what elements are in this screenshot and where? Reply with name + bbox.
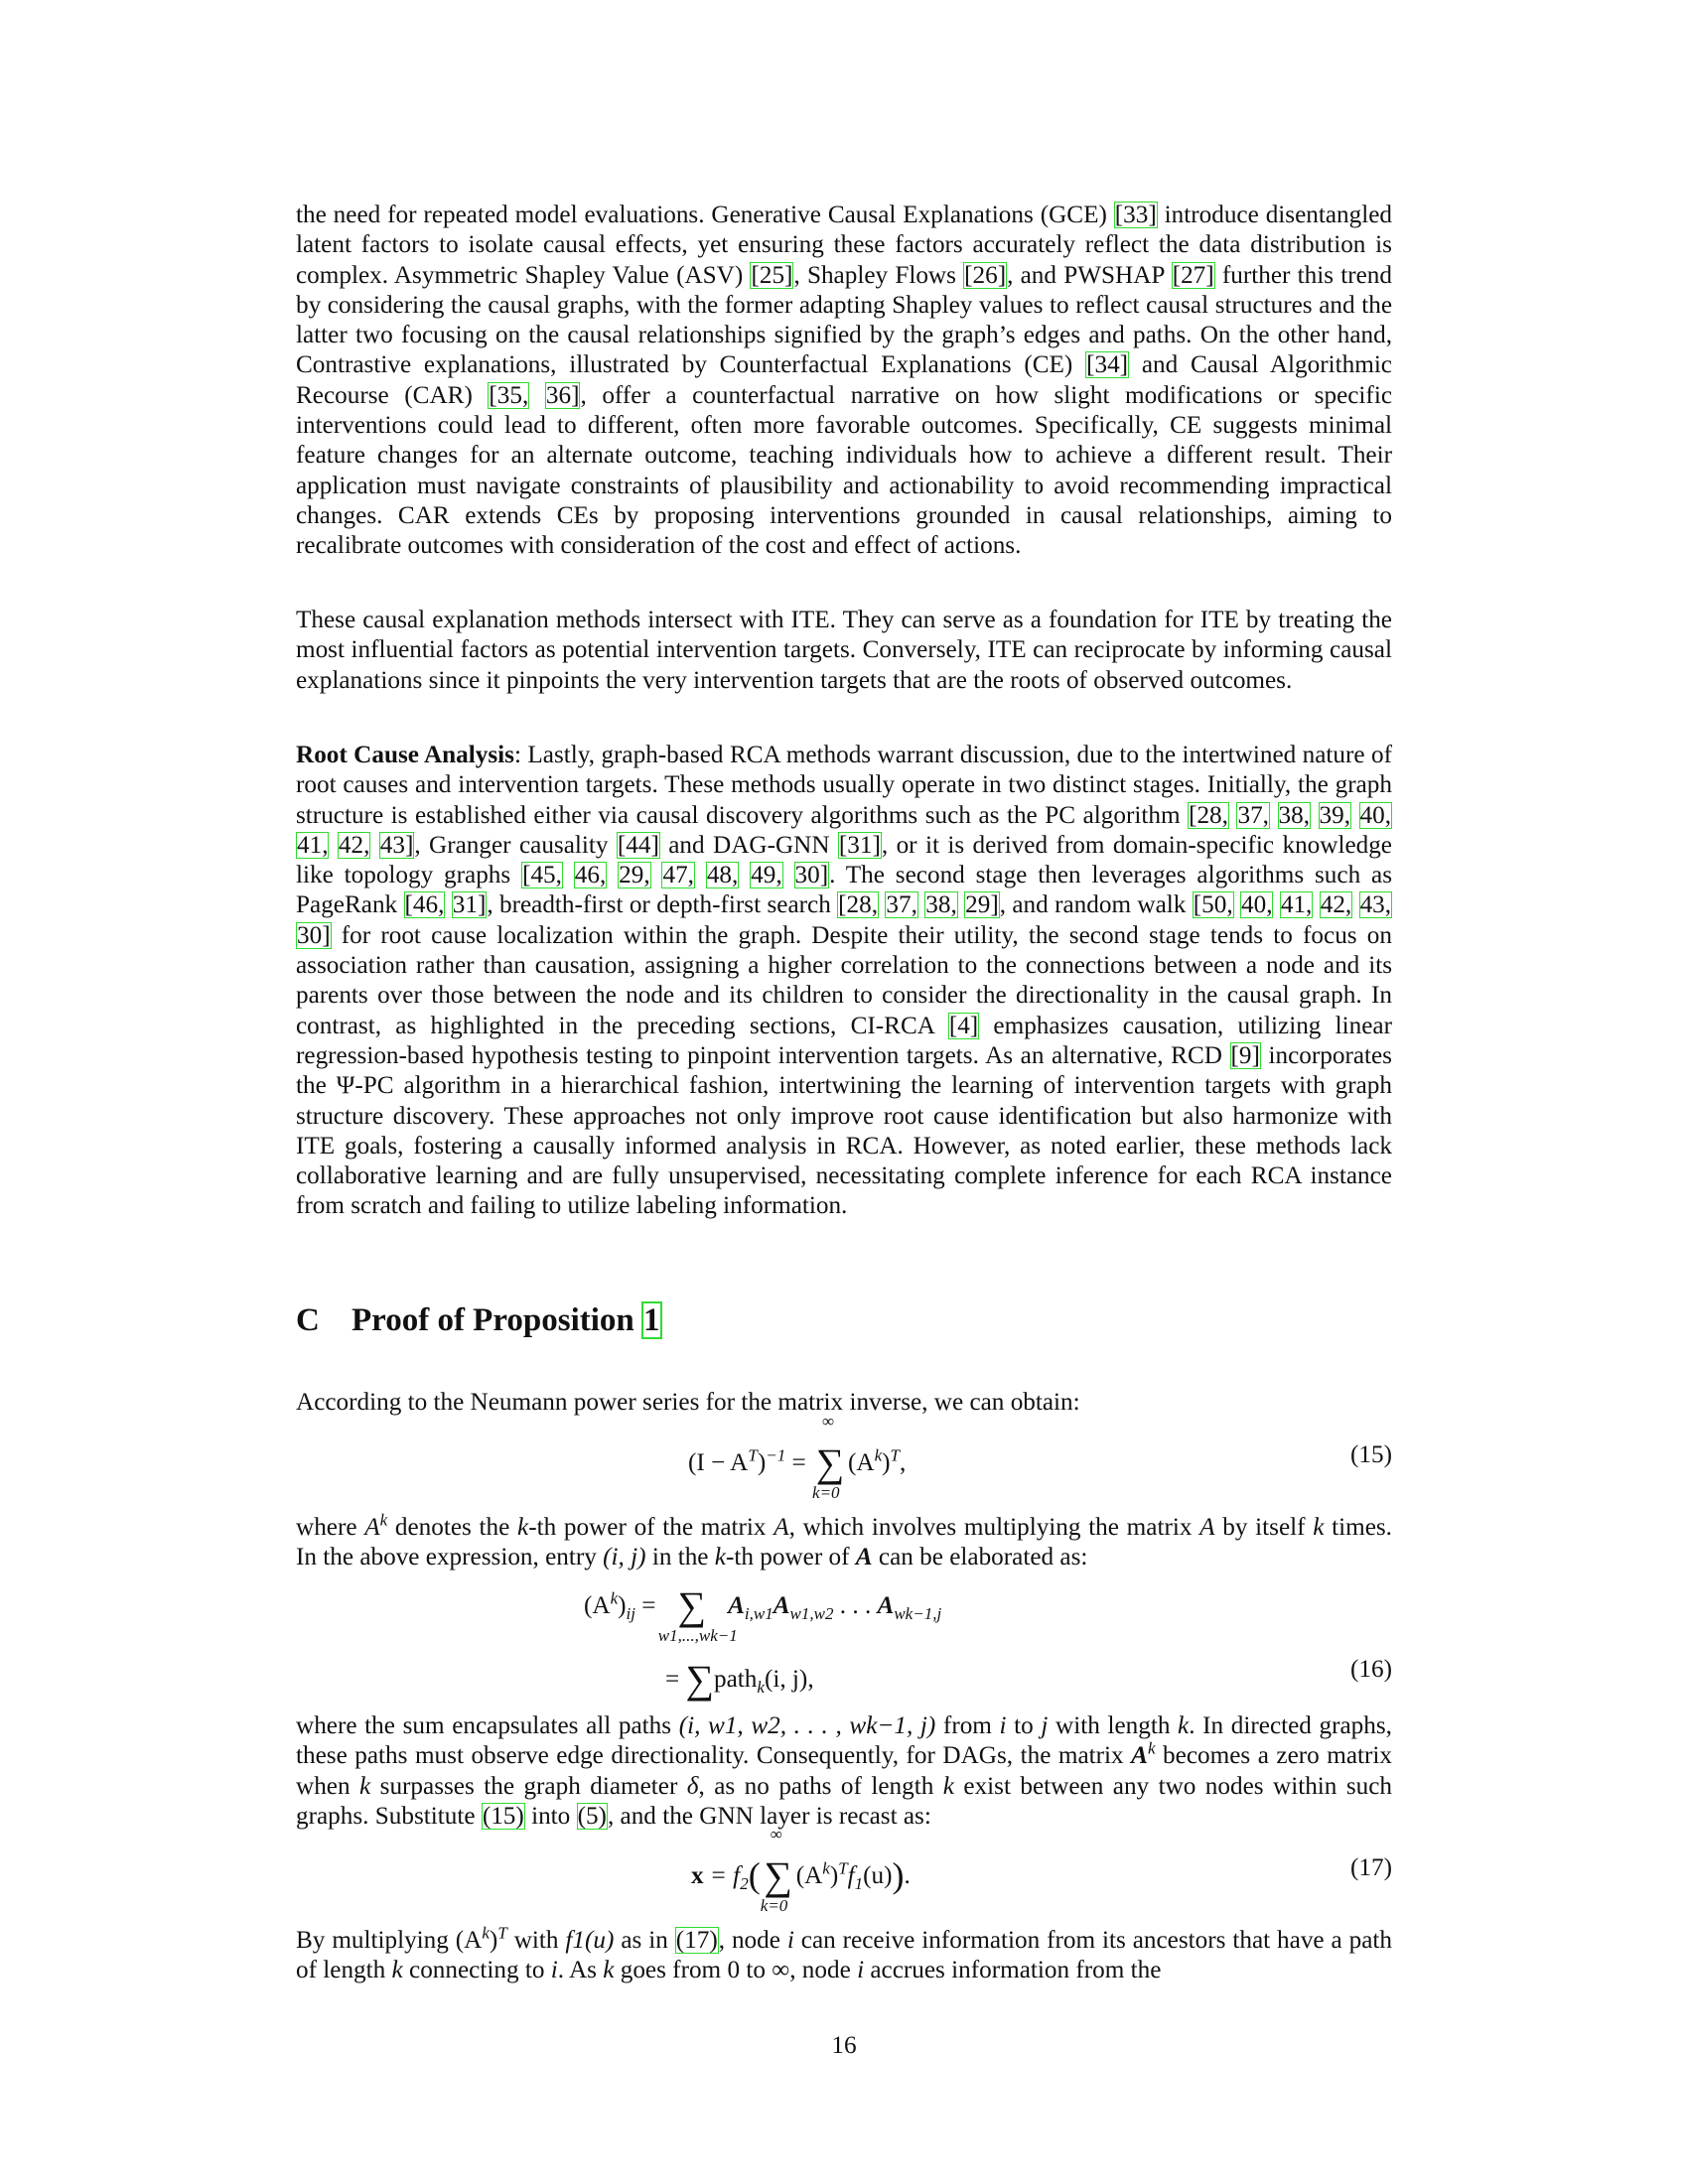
text-run: . As	[557, 1957, 604, 1984]
eq-text: (I − A	[688, 1449, 749, 1476]
text-run: exist between any two nodes within such graphs. Substitute	[296, 1772, 1393, 1830]
math-var: i	[550, 1957, 558, 1984]
summation	[760, 1825, 796, 1915]
citation-link[interactable]: 40,	[1241, 891, 1273, 919]
text-run: , or it is derived from domain-specific knowledge like topology graphs	[296, 831, 1392, 889]
math-var: i	[999, 1712, 1007, 1739]
equation-15-body	[688, 1412, 907, 1502]
equation-15	[296, 1412, 1392, 1504]
eq-text: (A	[584, 1592, 611, 1619]
eq-sup: T	[748, 1445, 758, 1465]
citation-link[interactable]: [35,	[489, 381, 529, 409]
eq-text: )	[757, 1449, 767, 1476]
math-var: k	[1178, 1712, 1190, 1739]
summation	[657, 1582, 738, 1645]
equation-ref-link[interactable]: (5)	[577, 1802, 607, 1830]
citation-link[interactable]: 30]	[794, 862, 829, 889]
math-var: k	[714, 1544, 726, 1571]
text-run: times. In the above expression, entry	[296, 1514, 1392, 1571]
math-var: f1(u)	[565, 1927, 615, 1954]
text-run: . In directed graphs, these paths must observe edge directionality. Consequently, for DAGs, the matrix	[296, 1712, 1392, 1770]
text-run: incorporates the Ψ-PC algorithm in a hierarchical fashion, intertwining the learning of intervention targets with graph structure discovery. These approaches not only improve root cause identification but also harmonize with ITE goals, fostering a causally informed analysis in RCA. However, as noted earlier, these methods lack collaborative learning and are fully unsupervised, necessitating complete inference for each RCA instance from scratch and failing to utilize labeling information.	[296, 1041, 1392, 1220]
proposition-ref-link[interactable]: 1	[643, 1302, 660, 1338]
eq-sup: k	[874, 1445, 883, 1465]
citation-link[interactable]: [28,	[1189, 801, 1228, 829]
sigma-symbol: ∑	[677, 1583, 707, 1628]
sigma-symbol: ∑	[764, 1853, 792, 1898]
sigma-symbol: ∑	[815, 1440, 845, 1485]
citation-link[interactable]: [33]	[1114, 202, 1157, 228]
math-var: k	[391, 1957, 403, 1984]
citation-link[interactable]: [28,	[838, 891, 879, 919]
eq-text: . . .	[833, 1592, 878, 1619]
citation-link[interactable]: 47,	[662, 862, 694, 889]
citation-link[interactable]: 43,	[1359, 891, 1392, 919]
citation-link[interactable]: 43]	[379, 831, 414, 859]
eq-text: =	[665, 1666, 686, 1693]
citation-link[interactable]: [31]	[838, 831, 881, 859]
text-run: in the	[645, 1544, 715, 1571]
citation-link[interactable]: 29]	[965, 891, 999, 919]
eq-text: path	[714, 1666, 758, 1693]
paragraph-heading: Root Cause Analysis	[296, 742, 514, 768]
text-run: denotes the	[387, 1514, 518, 1541]
paragraph-paths	[296, 1711, 1392, 1832]
eq-text: A	[877, 1592, 895, 1619]
equation-16-line-2	[665, 1656, 814, 1703]
citation-link[interactable]: 39,	[1319, 801, 1350, 829]
paragraph-neumann	[296, 1388, 1392, 1418]
eq-sup: k	[822, 1858, 830, 1878]
section-number: C	[296, 1302, 320, 1338]
eq-paren: (	[748, 1855, 761, 1895]
math-var: A	[1131, 1742, 1148, 1770]
eq-text: (A	[848, 1449, 875, 1476]
math-var: j	[1041, 1712, 1049, 1739]
text-run: , which involves multiplying the matrix	[788, 1514, 1200, 1541]
sigma-symbol: ∑	[685, 1657, 715, 1702]
math-var: (i, j)	[603, 1544, 646, 1571]
eq-text: .	[904, 1862, 911, 1889]
text-run: , breadth-first or depth-first search	[487, 891, 838, 919]
citation-link[interactable]: 48,	[706, 862, 739, 889]
eq-sup: k	[610, 1588, 619, 1608]
text-run: where	[296, 1514, 365, 1541]
text-run: introduce disentangled latent factors to isolate causal effects, yet ensuring these factors accurately reflect the data distribution is complex. Asymmetric Shapley Value (ASV)	[296, 202, 1392, 289]
equation-16-line-1	[584, 1582, 942, 1645]
text-run: -th power of	[725, 1544, 856, 1571]
citation-link[interactable]: 41,	[297, 831, 329, 859]
math-var: k	[517, 1514, 529, 1541]
text-run: and Causal Algorithmic Recourse (CAR)	[296, 351, 1392, 409]
eq-sub: k	[757, 1678, 765, 1698]
summation	[812, 1412, 848, 1502]
text-run: , and the GNN layer is recast as:	[607, 1802, 931, 1830]
eq-sub: w1,w2	[789, 1604, 834, 1624]
citation-link[interactable]: [25]	[751, 261, 793, 289]
text-run: , and random walk	[999, 891, 1193, 919]
page-number: 16	[831, 2032, 857, 2059]
eq-text: =	[634, 1592, 662, 1619]
text-run: for root cause localization within the graph. Despite their utility, the second stage tends to focus on association rather than causation, assigning a higher correlation to the connections between a node and its parents over those between the node and its children to consider the directionality in the causal graph. In contrast, as highlighted in the preceding sections, CI-RCA	[296, 921, 1392, 1039]
eq-text: )	[829, 1862, 839, 1889]
math-var: A	[774, 1514, 789, 1541]
math-var: ∞	[772, 1957, 790, 1984]
eq-text: (i, j),	[764, 1666, 814, 1693]
math-var: k	[482, 1923, 490, 1943]
equation-number: (17)	[1350, 1854, 1392, 1881]
text-run: becomes a zero matrix when	[296, 1742, 1392, 1800]
text-run: , node	[789, 1957, 858, 1984]
math-var: (A	[455, 1927, 483, 1954]
eq-text: ,	[900, 1449, 907, 1476]
eq-sub: 1	[854, 1874, 864, 1894]
citation-link[interactable]: [9]	[1230, 1041, 1260, 1069]
paragraph-ite-intersection	[296, 606, 1392, 696]
text-run: as in	[614, 1927, 675, 1954]
equation-16	[296, 1578, 1392, 1707]
text-run: and DAG-GNN	[659, 831, 838, 859]
math-var: k	[359, 1772, 371, 1800]
citation-link[interactable]: 49,	[751, 862, 782, 889]
eq-text: (A	[795, 1862, 823, 1889]
math-var: (i, w1, w2, . . . , wk−1, j)	[678, 1712, 936, 1739]
text-run: By multiplying	[296, 1927, 456, 1954]
math-var: k	[942, 1772, 954, 1800]
citation-link[interactable]: 29,	[619, 862, 650, 889]
text-run: surpasses the graph diameter	[370, 1772, 687, 1800]
citation-link[interactable]: 41,	[1280, 891, 1313, 919]
eq-sub: i,w1	[744, 1604, 774, 1624]
text-run: accrues information from the	[864, 1957, 1162, 1984]
citation-link[interactable]: [27]	[1172, 261, 1214, 289]
sum-lower: k=0	[760, 1896, 788, 1915]
eq-paren: )	[892, 1855, 905, 1895]
eq-text: = f	[703, 1862, 741, 1889]
equation-ref-link[interactable]: (17)	[675, 1927, 718, 1954]
eq-text: f	[847, 1862, 855, 1889]
math-var: i	[857, 1957, 865, 1984]
math-var: k	[603, 1957, 615, 1984]
text-run: can receive information from its ancestors that have a path of length	[296, 1927, 1393, 1984]
math-var: A	[1199, 1514, 1215, 1541]
citation-link[interactable]: 38,	[1278, 801, 1310, 829]
eq-text: )	[882, 1449, 891, 1476]
eq-sup: T	[890, 1445, 901, 1465]
eq-text: (u)	[863, 1862, 893, 1889]
equation-number: (16)	[1350, 1656, 1392, 1683]
text-run: connecting to	[402, 1957, 551, 1984]
sum-upper: ∞	[822, 1412, 835, 1431]
citation-link[interactable]: 42,	[338, 831, 370, 859]
text-run: , as no paths of length	[698, 1772, 943, 1800]
eq-text: x	[691, 1862, 704, 1889]
equation-ref-link[interactable]: (15)	[482, 1802, 524, 1830]
text-run: , and PWSHAP	[1007, 261, 1172, 289]
sum-upper: ∞	[770, 1825, 782, 1843]
text-run: the need for repeated model evaluations. Generative Causal Explanations (GCE)	[296, 202, 1114, 228]
citation-link[interactable]: [46,	[404, 891, 445, 919]
equation-number: (15)	[1350, 1441, 1392, 1468]
eq-sup: T	[838, 1858, 848, 1878]
text-run: to	[740, 1957, 773, 1984]
citation-link[interactable]: [34]	[1086, 351, 1129, 379]
equation-17	[296, 1825, 1392, 1922]
text-run: from	[935, 1712, 1000, 1739]
paragraph-power-matrix	[296, 1510, 1392, 1573]
text-run: into	[524, 1802, 577, 1830]
paragraph-ancestors: By multiplying $(A^k)^T$ with f1(u) as in (17), node i can receive information from its ancestors that have a path of length k connecting to i. As k goes from 0 to ∞, node i accrues information from the	[296, 1923, 1393, 1984]
section-heading	[296, 1302, 661, 1339]
text-run: further this trend by considering the causal graphs, with the former adapting Shapley values to reflect causal structures and the latter two focusing on the causal relationships signified by the graph’s edges and paths. On the other hand, Contrastive explanations, illustrated by Counterfactual Explanations (CE)	[296, 261, 1392, 379]
equation-17-body	[691, 1825, 911, 1915]
text-run: . The second stage then leverages algorithms such as PageRank	[296, 862, 1392, 919]
math-var: k	[1147, 1738, 1156, 1758]
text-run: to	[1006, 1712, 1042, 1739]
citation-link[interactable]: [44]	[617, 831, 659, 859]
citation-link[interactable]: 37,	[886, 891, 917, 919]
math-var: k	[1313, 1514, 1325, 1541]
math-var: δ	[686, 1772, 699, 1800]
text-run: with	[506, 1927, 566, 1954]
eq-sub: ij	[626, 1604, 635, 1624]
eq-text: A	[728, 1592, 745, 1619]
eq-text: A	[773, 1592, 790, 1619]
text-run: , offer a counterfactual narrative on how slight modifications or specific interventions could lead to different, often more favorable outcomes. Specifically, CE suggests minimal feature changes for an alternate outcome, teaching individuals how to achieve a different result. Their application must navigate constraints of plausibility and actionability to avoid recommending impractical changes. CAR extends CEs by proposing interventions grounded in causal relationships, aiming to recalibrate outcomes with consideration of the cost and effect of actions.	[296, 381, 1392, 560]
citation-link[interactable]: 36]	[545, 381, 580, 409]
eq-text: )	[618, 1592, 627, 1619]
text-run: : Lastly, graph-based RCA methods warrant discussion, due to the intertwined nature of root causes and intervention targets. These methods usually operate in two distinct stages. Initially, the graph structure is established either via causal discovery algorithms such as the PC algorithm	[296, 742, 1392, 829]
text-run: by itself	[1214, 1514, 1314, 1541]
text-run: where the sum encapsulates all paths	[296, 1712, 679, 1739]
eq-sub: 2	[740, 1874, 749, 1894]
text-run: can be elaborated as:	[872, 1544, 1088, 1571]
text-run: goes from	[614, 1957, 728, 1984]
citation-link[interactable]: 38,	[925, 891, 957, 919]
citation-link[interactable]: 31]	[452, 891, 487, 919]
math-var: k	[379, 1510, 388, 1530]
eq-sup: −1	[766, 1445, 786, 1465]
eq-sub: wk−1,j	[894, 1604, 942, 1624]
math-var: i	[786, 1927, 794, 1954]
text-run: These causal explanation methods intersect with ITE. They can serve as a foundation for ITE by treating the most influential factors as potential intervention targets. Conversely, ITE can reciprocate by informing causal explanations since it pinpoints the very intervention targets that are the roots of observed outcomes.	[296, 607, 1392, 694]
text-run: emphasizes causation, utilizing linear regression-based hypothesis testing to pinpoint intervention targets. As an alternative, RCD	[296, 1012, 1392, 1069]
math-var: 0	[727, 1957, 741, 1984]
citation-link[interactable]: [50,	[1193, 891, 1233, 919]
citation-link[interactable]: 46,	[574, 862, 607, 889]
eq-text: =	[785, 1449, 813, 1476]
paragraph-root-cause-analysis	[296, 741, 1392, 1222]
text-run: , Granger causality	[414, 831, 617, 859]
paragraph-causal-explanations	[296, 201, 1392, 562]
text-run: , Shapley Flows	[793, 261, 964, 289]
text-run: , node	[718, 1927, 787, 1954]
citation-link[interactable]: 40,	[1359, 801, 1392, 829]
sum-lower: k=0	[812, 1483, 840, 1502]
sum-lower: w1,...,wk−1	[657, 1626, 738, 1645]
citation-link[interactable]: 30]	[297, 921, 331, 949]
text-run: According to the Neumann power series for the matrix inverse, we can obtain:	[296, 1389, 1080, 1416]
citation-link[interactable]: [45,	[522, 862, 562, 889]
citation-link[interactable]: 42,	[1320, 891, 1352, 919]
text-run: with length	[1048, 1712, 1179, 1739]
math-var: A	[855, 1544, 873, 1571]
citation-link[interactable]: 37,	[1237, 801, 1269, 829]
text-run: -th power of the matrix	[528, 1514, 774, 1541]
citation-link[interactable]: [4]	[948, 1012, 979, 1039]
section-title: Proof of Proposition	[352, 1302, 643, 1338]
citation-link[interactable]: [26]	[964, 261, 1007, 289]
math-var: A	[364, 1514, 380, 1541]
